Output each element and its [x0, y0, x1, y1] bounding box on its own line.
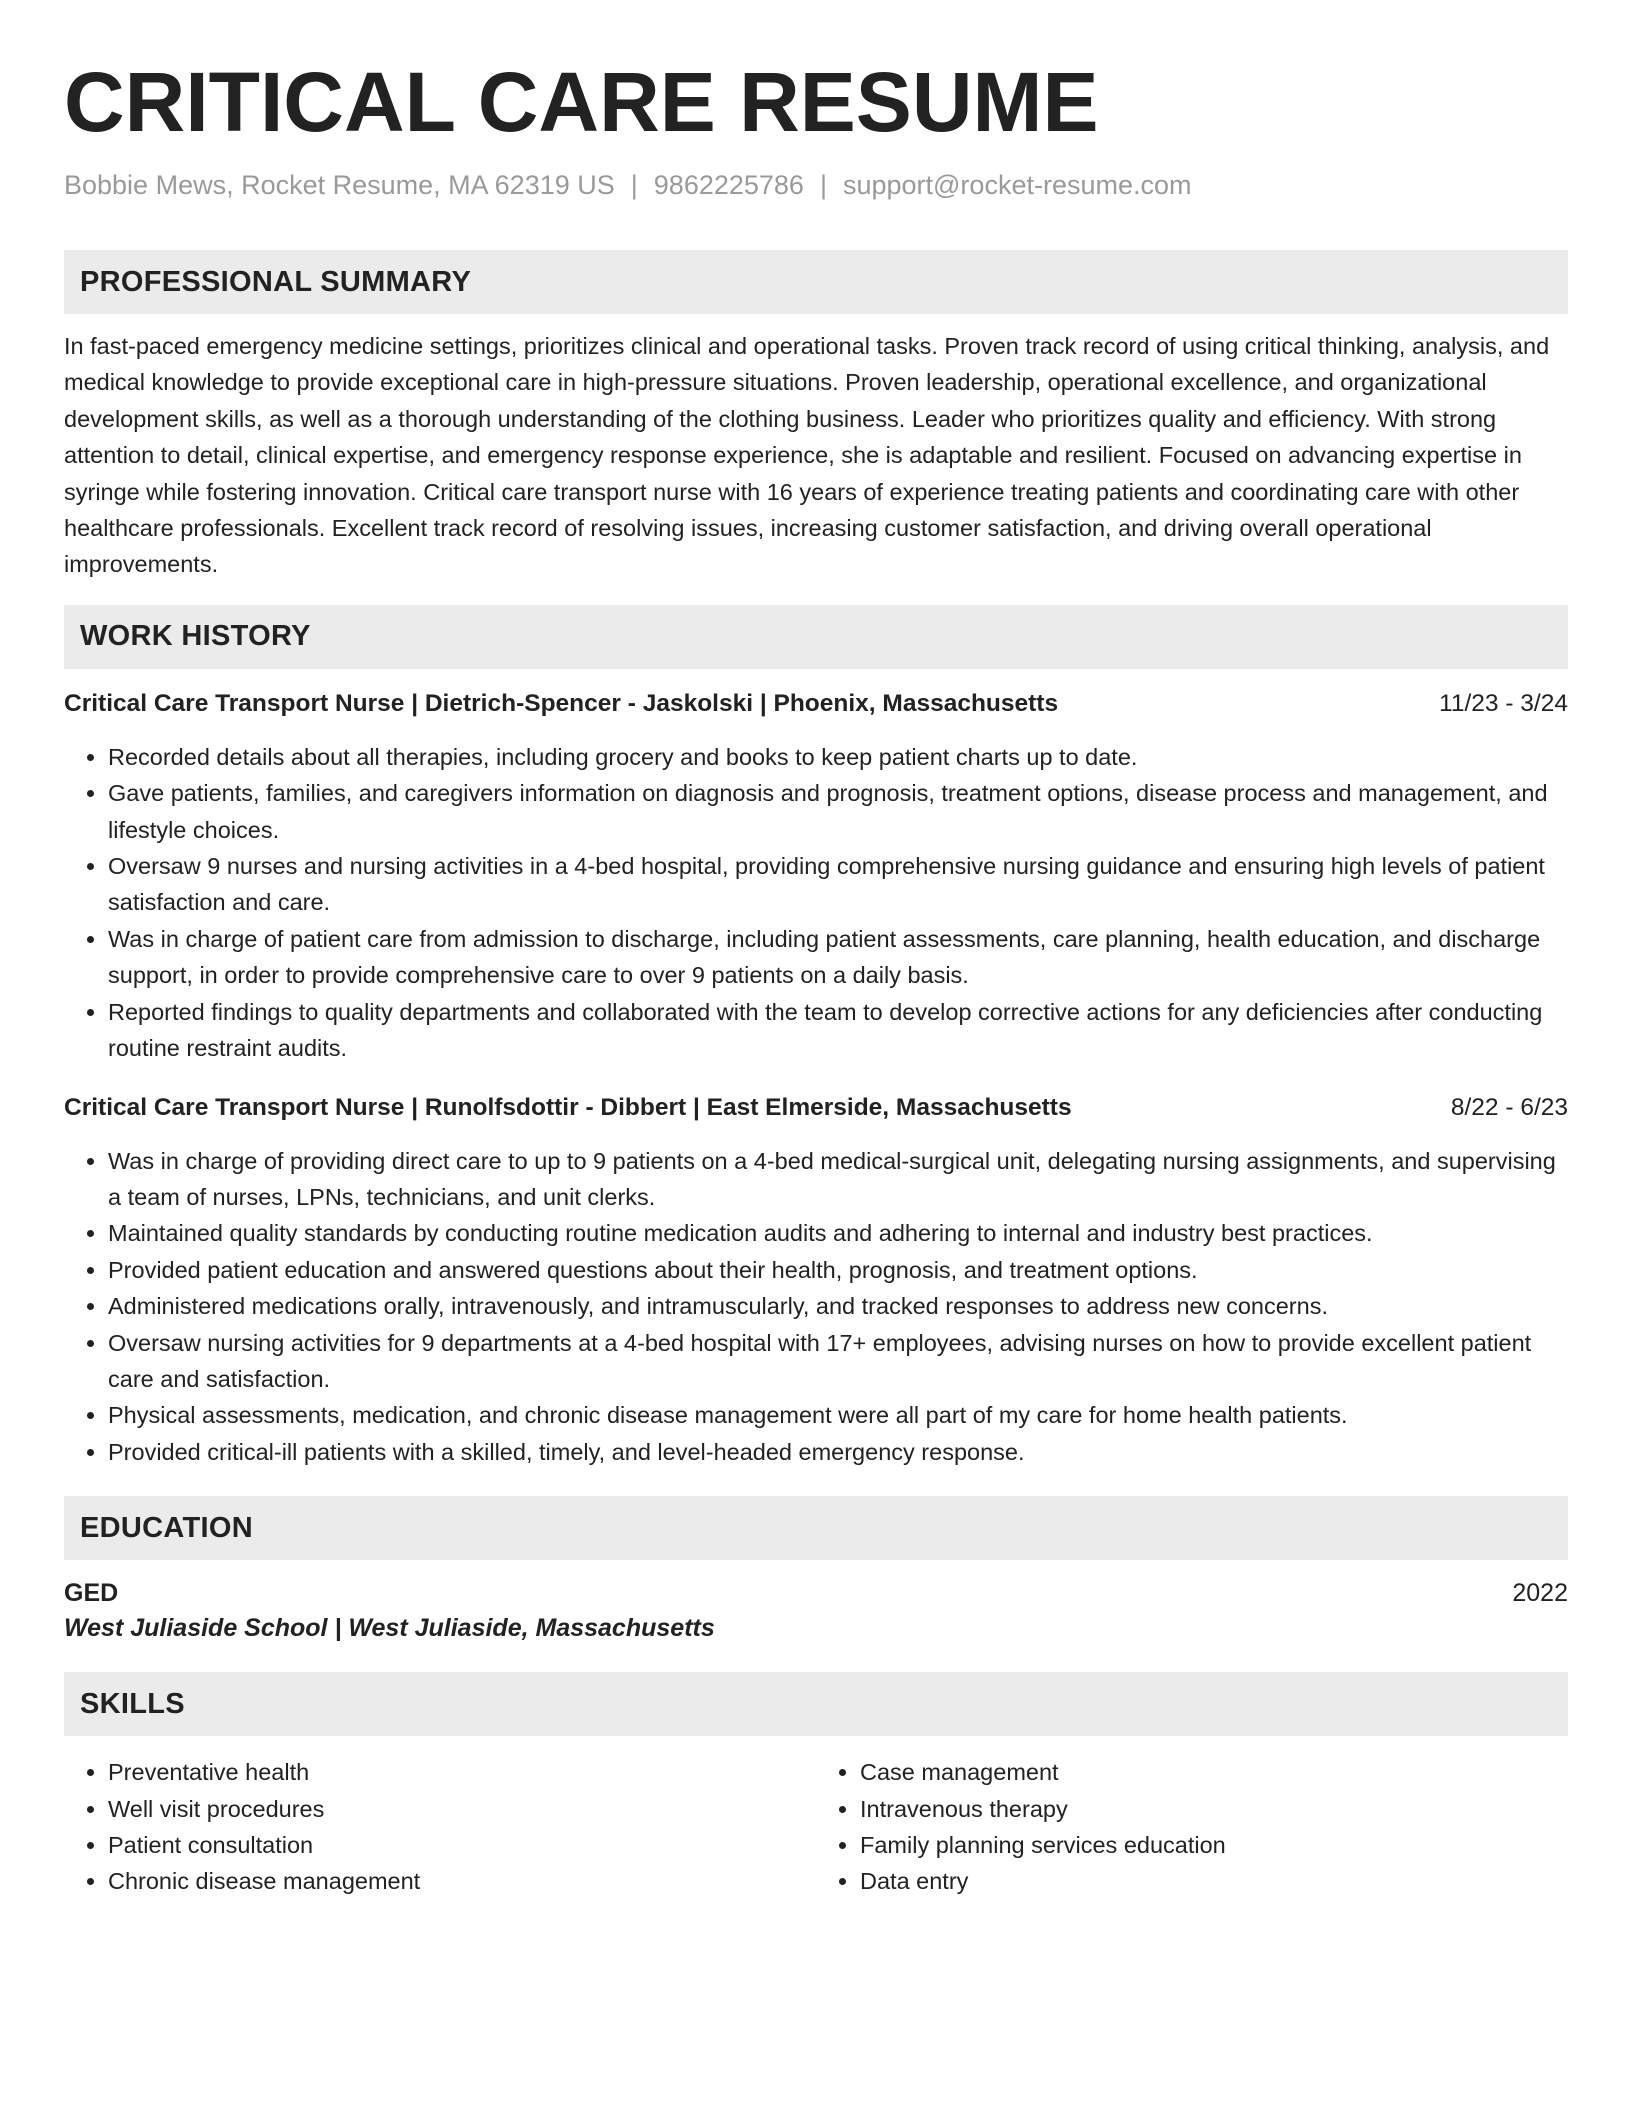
education-header [64, 1576, 1568, 1610]
skills-grid [64, 1754, 1568, 1900]
contact-address: Bobbie Mews, Rocket Resume, MA 62319 US [64, 170, 615, 200]
job-bullet: • Maintained quality standards by conducting routine medication audits and adhering to internal and industry best practices. [108, 1215, 1568, 1251]
job-header [64, 687, 1568, 721]
skill-item: • Intravenous therapy [860, 1791, 1568, 1827]
job-bullet: • Was in charge of providing direct care to up to 9 patients on a 4-bed medical-surgical unit, delegating nursing assignments, and supervising a team of nurses, LPNs, technicians, and unit clerks. [108, 1143, 1568, 1216]
skill-item: • Patient consultation [108, 1827, 816, 1863]
job-bullet: • Provided patient education and answered questions about their health, prognosis, and treatment options. [108, 1252, 1568, 1288]
section-heading-summary: PROFESSIONAL SUMMARY [64, 250, 1568, 314]
skills-column-right [816, 1754, 1568, 1900]
education-entry [64, 1576, 1568, 1646]
job-bullet: • Provided critical-ill patients with a skilled, timely, and level-headed emergency response. [108, 1434, 1568, 1470]
skill-item: • Chronic disease management [108, 1863, 816, 1899]
job-bullet: • Administered medications orally, intravenously, and intramuscularly, and tracked responses to address new concerns. [108, 1288, 1568, 1324]
job-title: Critical Care Transport Nurse | Dietrich-Spencer - Jaskolski | Phoenix, Massachusetts [64, 689, 1059, 717]
education-degree: GED [64, 1579, 119, 1608]
job-title: Critical Care Transport Nurse | Runolfsdottir - Dibbert | East Elmerside, Massachusetts [64, 1093, 1072, 1121]
skills-column-left [64, 1754, 816, 1900]
contact-separator: | [630, 170, 638, 200]
job-dates: 8/22 - 6/23 [1450, 1093, 1568, 1121]
job-header [64, 1091, 1568, 1125]
education-year: 2022 [1512, 1579, 1568, 1608]
education-school: West Juliaside School | West Juliaside, Massachusetts [64, 1614, 715, 1643]
contact-separator: | [819, 170, 827, 200]
skill-item: • Case management [860, 1754, 1568, 1790]
contact-line [64, 168, 1568, 202]
resume-title: CRITICAL CARE RESUME [64, 55, 1099, 149]
skill-item: • Preventative health [108, 1754, 816, 1790]
skill-item: • Family planning services education [860, 1827, 1568, 1863]
job-bullet: • Oversaw nursing activities for 9 departments at a 4-bed hospital with 17+ employees, advising nurses on how to provide excellent patient care and satisfaction. [108, 1325, 1568, 1398]
section-heading-education: EDUCATION [64, 1496, 1568, 1560]
job-bullet: • Recorded details about all therapies, including grocery and books to keep patient charts up to date. [108, 739, 1568, 775]
job-entry [64, 1091, 1568, 1471]
skill-item: • Data entry [860, 1863, 1568, 1899]
job-bullets [64, 1143, 1568, 1471]
job-bullet: • Was in charge of patient care from admission to discharge, including patient assessments, care planning, health education, and discharge support, in order to provide comprehensive care to over 9 patients on a daily basis. [108, 921, 1568, 994]
job-dates: 11/23 - 3/24 [1439, 689, 1568, 717]
summary-text: In fast-paced emergency medicine settings, prioritizes clinical and operational tasks. Proven track record of using critical thinking, analysis, and medical knowledge to provide exceptional care in high-pressure situations. Proven leadership, operational excellence, and organizational development skills, as well as a thorough understanding of the clothing business. Leader who prioritizes quality and efficiency. With strong attention to detail, clinical expertise, and emergency response experience, she is adaptable and resilient. Focused on advancing expertise in syringe while fostering innovation. Critical care transport nurse with 16 years of experience treating patients and coordinating care with other healthcare professionals. Excellent track record of resolving issues, increasing customer satisfaction, and driving overall operational improvements. [64, 333, 1550, 578]
section-heading-work-history: WORK HISTORY [64, 605, 1568, 669]
job-bullets [64, 739, 1568, 1067]
section-heading-skills: SKILLS [64, 1672, 1568, 1736]
contact-phone: 9862225786 [653, 170, 804, 200]
skill-item: • Well visit procedures [108, 1791, 816, 1827]
job-bullet: • Gave patients, families, and caregivers information on diagnosis and prognosis, treatment options, disease process and management, and lifestyle choices. [108, 775, 1568, 848]
job-bullet: • Oversaw 9 nurses and nursing activities in a 4-bed hospital, providing comprehensive nursing guidance and ensuring high levels of patient satisfaction and care. [108, 848, 1568, 921]
contact-email: support@rocket-resume.com [842, 170, 1192, 200]
job-entry [64, 687, 1568, 1067]
job-bullet: • Physical assessments, medication, and chronic disease management were all part of my care for home health patients. [108, 1397, 1568, 1433]
job-bullet: • Reported findings to quality departments and collaborated with the team to develop corrective actions for any deficiencies after conducting routine restraint audits. [108, 994, 1568, 1067]
